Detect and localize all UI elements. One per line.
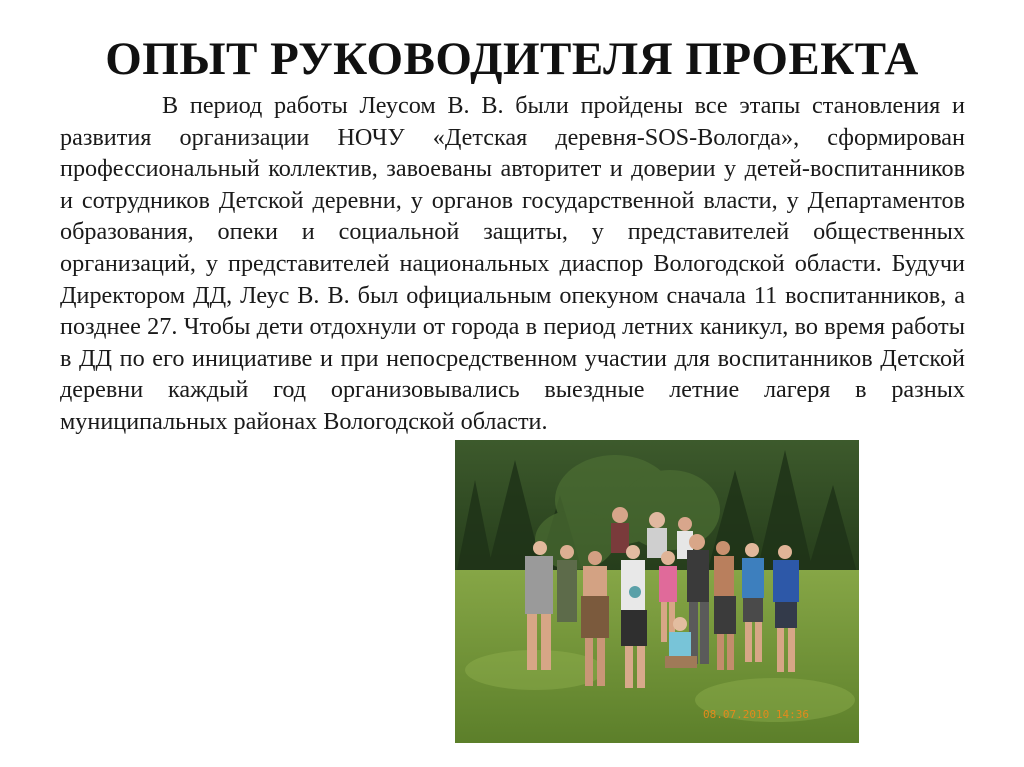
photo-timestamp: 08.07.2010 14:36 (703, 708, 809, 721)
slide-paragraph: В период работы Леусом В. В. были пройдены все этапы становления и развития организации НОЧУ «Детская деревня-SOS-Вологда», сформирован профессиональный коллектив, завоеваны авторитет и доверии у детей-воспитанников и сотрудников Детской деревни, у органов государственной власти, у Департаментов образования, опеки и социальной защиты, у представителей общественных организаций, у представителей национальных диаспор Вологодской области. Будучи Директором ДД, Леус В. В. был официальным опекуном сначала 11 воспитанников, а позднее 27. Чтобы дети отдохнули от города в период летних каникул, во время работы в ДД по его инициативе и при непосредственном участии для воспитанников Детской деревни каждый год организовывались выездные летние лагеря в разных муниципальных районах Вологодской области. (60, 92, 965, 435)
group-photo (455, 440, 859, 743)
group-photo-image (455, 440, 859, 743)
slide-title: ОПЫТ РУКОВОДИТЕЛЯ ПРОЕКТА (105, 33, 919, 85)
